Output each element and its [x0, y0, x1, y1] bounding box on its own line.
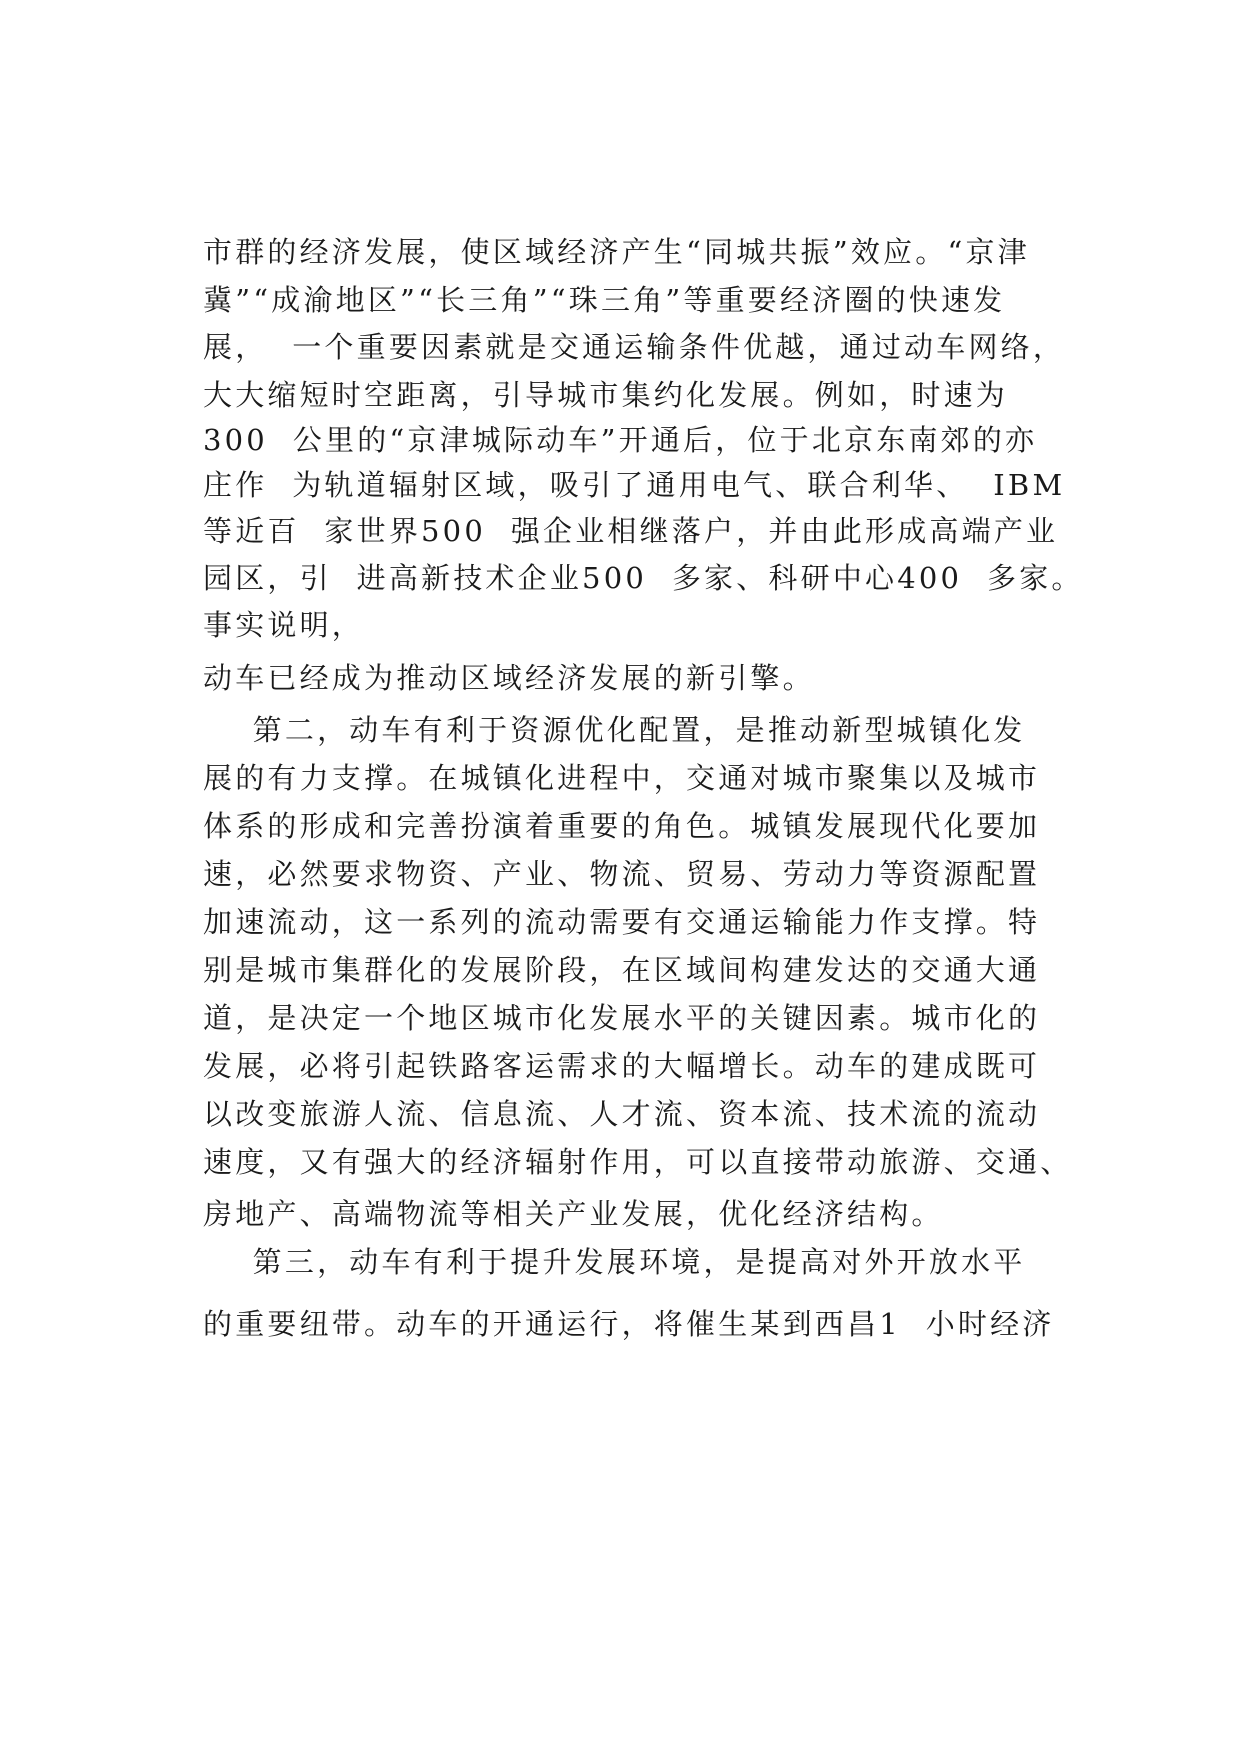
text-line: 展的有力支撑。在城镇化进程中，交通对城市聚集以及城市: [203, 761, 1041, 795]
text-line: 别是城市集群化的发展阶段，在区域间构建发达的交通大通: [203, 953, 1041, 987]
text-line: 速，必然要求物资、产业、物流、贸易、劳动力等资源配置: [203, 857, 1041, 891]
text-line: 加速流动，这一系列的流动需要有交通运输能力作支撑。特: [203, 905, 1041, 939]
text-line: 展， 一个重要因素就是交通运输条件优越，通过动车网络，: [203, 330, 1066, 364]
text-line: 发展，必将引起铁路客运需求的大幅增长。动车的建成既可: [203, 1049, 1041, 1083]
text-line: 速度，又有强大的经济辐射作用，可以直接带动旅游、交通、: [203, 1145, 1073, 1179]
text-line: 体系的形成和完善扮演着重要的角色。城镇发展现代化要加: [203, 809, 1041, 843]
text-line: 等近百 家世界500 强企业相继落户，并由此形成高端产业: [203, 514, 1059, 548]
text-line: 第二，动车有利于资源优化配置，是推动新型城镇化发: [203, 713, 1026, 747]
text-line: 事实说明，: [203, 608, 365, 642]
text-line: 第三，动车有利于提升发展环境，是提高对外开放水平: [203, 1245, 1026, 1279]
text-line: 道，是决定一个地区城市化发展水平的关键因素。城市化的: [203, 1001, 1041, 1035]
text-line: 房地产、高端物流等相关产业发展，优化经济结构。: [203, 1197, 944, 1231]
text-line: 动车已经成为推动区域经济发展的新引擎。: [203, 661, 815, 695]
text-line: 以改变旅游人流、信息流、人才流、资本流、技术流的流动: [203, 1097, 1041, 1131]
text-line: 园区，引 进高新技术企业500 多家、科研中心400 多家。: [203, 561, 1084, 595]
text-line: 的重要纽带。动车的开通运行，将催生某到西昌1 小时经济: [203, 1307, 1055, 1341]
text-line: 300 公里的“京津城际动车”开通后，位于北京东南郊的亦: [203, 423, 1038, 457]
text-line: 大大缩短时空距离，引导城市集约化发展。例如，时速为: [203, 378, 1009, 412]
text-line: 市群的经济发展，使区域经济产生“同城共振”效应。“京津: [203, 235, 1030, 269]
text-line: 冀”“成渝地区”“长三角”“珠三角”等重要经济圈的快速发: [203, 283, 1006, 317]
text-line: 庄作 为轨道辐射区域，吸引了通用电气、联合利华、 IBM: [203, 468, 1066, 502]
